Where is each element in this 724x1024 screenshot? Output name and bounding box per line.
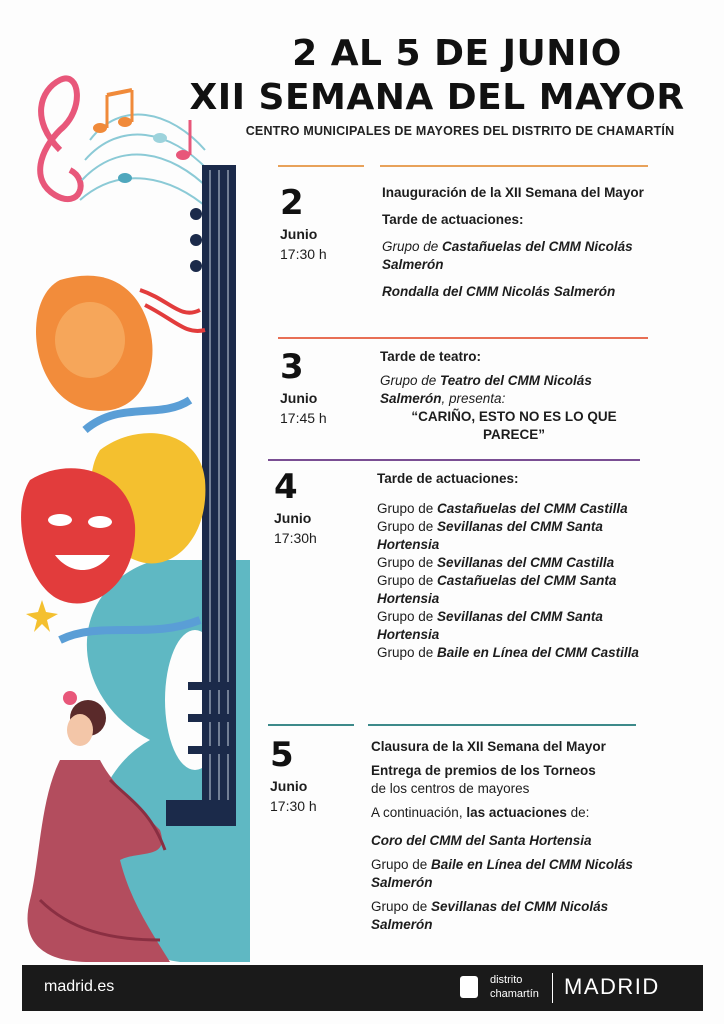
- illustration: [0, 60, 250, 965]
- day-month: Junio: [274, 510, 312, 526]
- divider: [268, 724, 354, 726]
- day-entry: [270, 736, 317, 814]
- play-title: “CARIÑO, ESTO NO ES LO QUE PARECE”: [411, 409, 617, 442]
- poster-subtitle: CENTRO MUNICIPALES DE MAYORES DEL DISTRITO DE CHAMARTÍN: [245, 124, 675, 138]
- event-title: Entrega de premios de los Torneos: [371, 763, 596, 778]
- poster-date-title: 2 AL 5 DE JUNIO: [292, 33, 622, 74]
- performance-item: Grupo de Sevillanas del CMM Santa Hortensia: [377, 609, 603, 642]
- day-number: 5: [270, 735, 294, 775]
- madrid-crest-icon: [460, 976, 478, 998]
- event-detail: de los centros de mayores: [371, 781, 530, 796]
- day-program: [377, 470, 642, 662]
- performance-item: Grupo de Baile en Línea del CMM Castilla: [377, 645, 639, 660]
- performance-item: Grupo de Castañuelas del CMM Santa Hortensia: [377, 573, 617, 606]
- performance-item: Grupo de Sevillanas del CMM Santa Hortensia: [377, 519, 603, 552]
- music-notes-icon: [40, 78, 210, 210]
- divider: [278, 337, 648, 339]
- district-label: distrito chamartín: [490, 974, 539, 1000]
- logo-divider: [552, 973, 553, 1003]
- day-program: [371, 738, 641, 934]
- day-entry: [280, 184, 327, 262]
- day-month: Junio: [280, 226, 318, 242]
- performance-item: Grupo de Baile en Línea del CMM Nicolás Salmerón: [371, 857, 633, 890]
- day-entry: [280, 348, 327, 426]
- day-program: [382, 184, 652, 301]
- footer-bar: [22, 965, 703, 1011]
- performance-item: Grupo de Sevillanas del CMM Nicolás Salmerón: [371, 899, 609, 932]
- event-detail: A continuación, las actuaciones de:: [371, 805, 590, 820]
- day-program: [380, 348, 648, 444]
- performance-item: Grupo de Teatro del CMM Nicolás Salmerón, presenta:: [380, 373, 592, 406]
- day-number: 3: [280, 347, 304, 387]
- website-link[interactable]: madrid.es: [44, 978, 115, 995]
- day-time: 17:45 h: [280, 410, 327, 426]
- performance-item: Coro del CMM del Santa Hortensia: [371, 833, 592, 848]
- event-title: Inauguración de la XII Semana del Mayor: [382, 185, 644, 200]
- day-time: 17:30 h: [270, 798, 317, 814]
- day-time: 17:30h: [274, 530, 317, 546]
- day-entry: [274, 468, 317, 546]
- day-number: 2: [280, 183, 304, 223]
- performance-item: Rondalla del CMM Nicolás Salmerón: [382, 284, 616, 299]
- poster-main-title: XII SEMANA DEL MAYOR: [189, 77, 685, 118]
- event-title: Clausura de la XII Semana del Mayor: [371, 739, 606, 754]
- castanets-icon: [36, 276, 205, 411]
- day-number: 4: [274, 467, 298, 507]
- event-title: Tarde de actuaciones:: [377, 471, 519, 486]
- divider: [368, 724, 636, 726]
- day-month: Junio: [270, 778, 308, 794]
- day-month: Junio: [280, 390, 318, 406]
- divider: [278, 165, 364, 167]
- madrid-logo: MADRID: [564, 974, 660, 999]
- event-title: Tarde de actuaciones:: [382, 212, 524, 227]
- performance-item: Grupo de Castañuelas del CMM Nicolás Salmerón: [382, 239, 633, 272]
- performance-item: Grupo de Sevillanas del CMM Castilla: [377, 555, 615, 570]
- day-time: 17:30 h: [280, 246, 327, 262]
- divider: [380, 165, 648, 167]
- event-title: Tarde de teatro:: [380, 349, 482, 364]
- divider: [268, 459, 640, 461]
- performance-item: Grupo de Castañuelas del CMM Castilla: [377, 501, 628, 516]
